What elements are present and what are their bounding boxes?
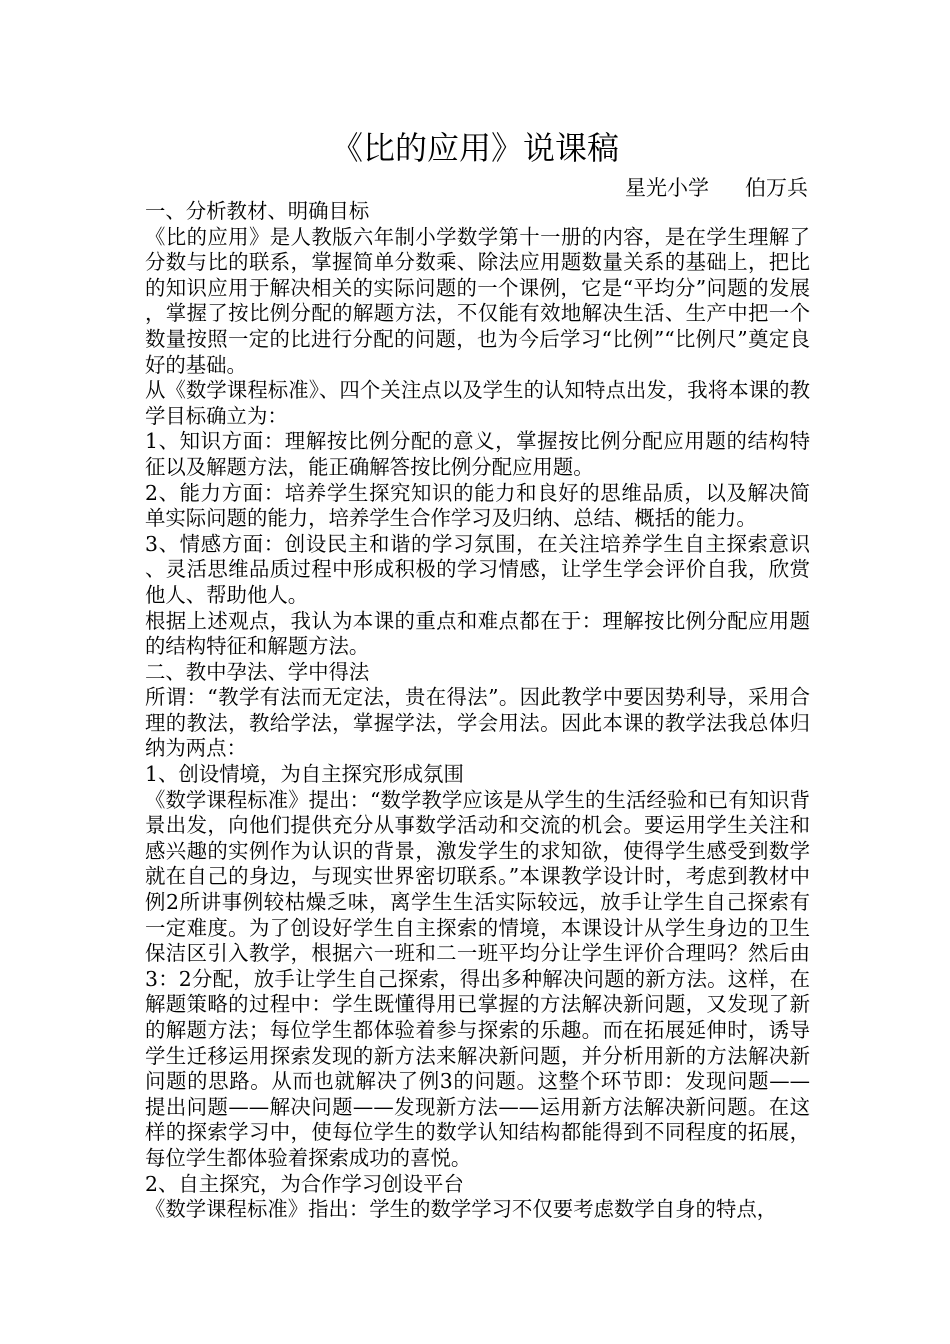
objective-ability: 2、能力方面：培养学生探究知识的能力和良好的思维品质，以及解决简单实际问题的能力，培养学生合作学习及归纳、总结、概括的能力。 [145,480,810,531]
document-title: 《比的应用》说课稿 [330,129,619,167]
paragraph-objectives-intro: 从《数学课程标准》、四个关注点以及学生的认知特点出发，我将本课的教学目标确立为： [145,378,810,428]
paragraph-textbook-analysis: 《比的应用》是人教版六年制小学数学第十一册的内容，是在学生理解了分数与比的联系，掌握简单分数乘、除法应用题数量关系的基础上，把比的知识应用于解决相关的实际问题的一个课例，它是“平均分”问题的发展，掌握了按比例分配的解题方法，不仅能有效地解决生活、生产中把一个数量按照一定的比进行分配的问题，也为今后学习“比例”“比例尺”奠定良好的基础。 [145,224,810,377]
objective-emotion: 3、情感方面：创设民主和谐的学习氛围，在关注培养学生自主探索意识、灵活思维品质过程中形成积极的学习情感，让学生学会评价自我，欣赏他人、帮助他人。 [145,531,810,607]
objective-knowledge: 1、知识方面：理解按比例分配的意义，掌握按比例分配应用题的结构特征以及解题方法，能正确解答按比例分配应用题。 [145,429,810,479]
section-heading-1: 一、分析教材、明确目标 [145,199,370,223]
author-school: 星光小学 [625,176,709,200]
author-line [625,174,808,202]
subheading-1: 1、创设情境，为自主探究形成氛围 [145,762,464,787]
paragraph-scenario: 《数学课程标准》提出：“数学教学应该是从学生的生活经验和已有知识背景出发，向他们提供充分从事数学活动和交流的机会。要运用学生关注和感兴趣的实例作为认识的背景，激发学生的求知欲，使得学生感受到数学就在自己的身边，与现实世界密切联系。”本课教学设计时，考虑到教材中例2所讲事例较枯燥乏味，离学生生活实际较远，放手让学生自己探索有一定难度。为了创设好学生自主探索的情境，本课设计从学生身边的卫生保洁区引入教学，根据六一班和二一班平均分让学生评价合理吗？然后由3：2分配，放手让学生自己探索，得出多种解决问题的新方法。这样，在解题策略的过程中：学生既懂得用已掌握的方法解决新问题，又发现了新的解题方法；每位学生都体验着参与探索的乐趣。而在拓展延伸时，诱导学生迁移运用探索发现的新方法来解决新问题，并分析用新的方法解决新问题的思路。从而也就解决了例3的问题。这整个环节即：发现问题——提出问题——解决问题——发现新方法——运用新方法解决新问题。在这样的探索学习中，使每位学生的数学认知结构都能得到不同程度的拓展，每位学生都体验着探索成功的喜悦。 [145,787,810,1170]
paragraph-teaching-method: 所谓：“教学有法而无定法，贵在得法”。因此教学中要因势利导，采用合理的教法，教给学法，掌握学法，学会用法。因此本课的教学法我总体归纳为两点： [145,685,810,761]
paragraph-key-points: 根据上述观点，我认为本课的重点和难点都在于：理解按比例分配应用题的结构特征和解题方法。 [145,608,810,659]
section-heading-2: 二、教中孕法、学中得法 [145,659,370,684]
paragraph-standard-quote: 《数学课程标准》指出：学生的数学学习不仅要考虑数学自身的特点， [145,1197,778,1222]
author-name: 伯万兵 [745,176,808,200]
subheading-2: 2、自主探究，为合作学习创设平台 [145,1171,464,1196]
document-body [145,199,810,1223]
